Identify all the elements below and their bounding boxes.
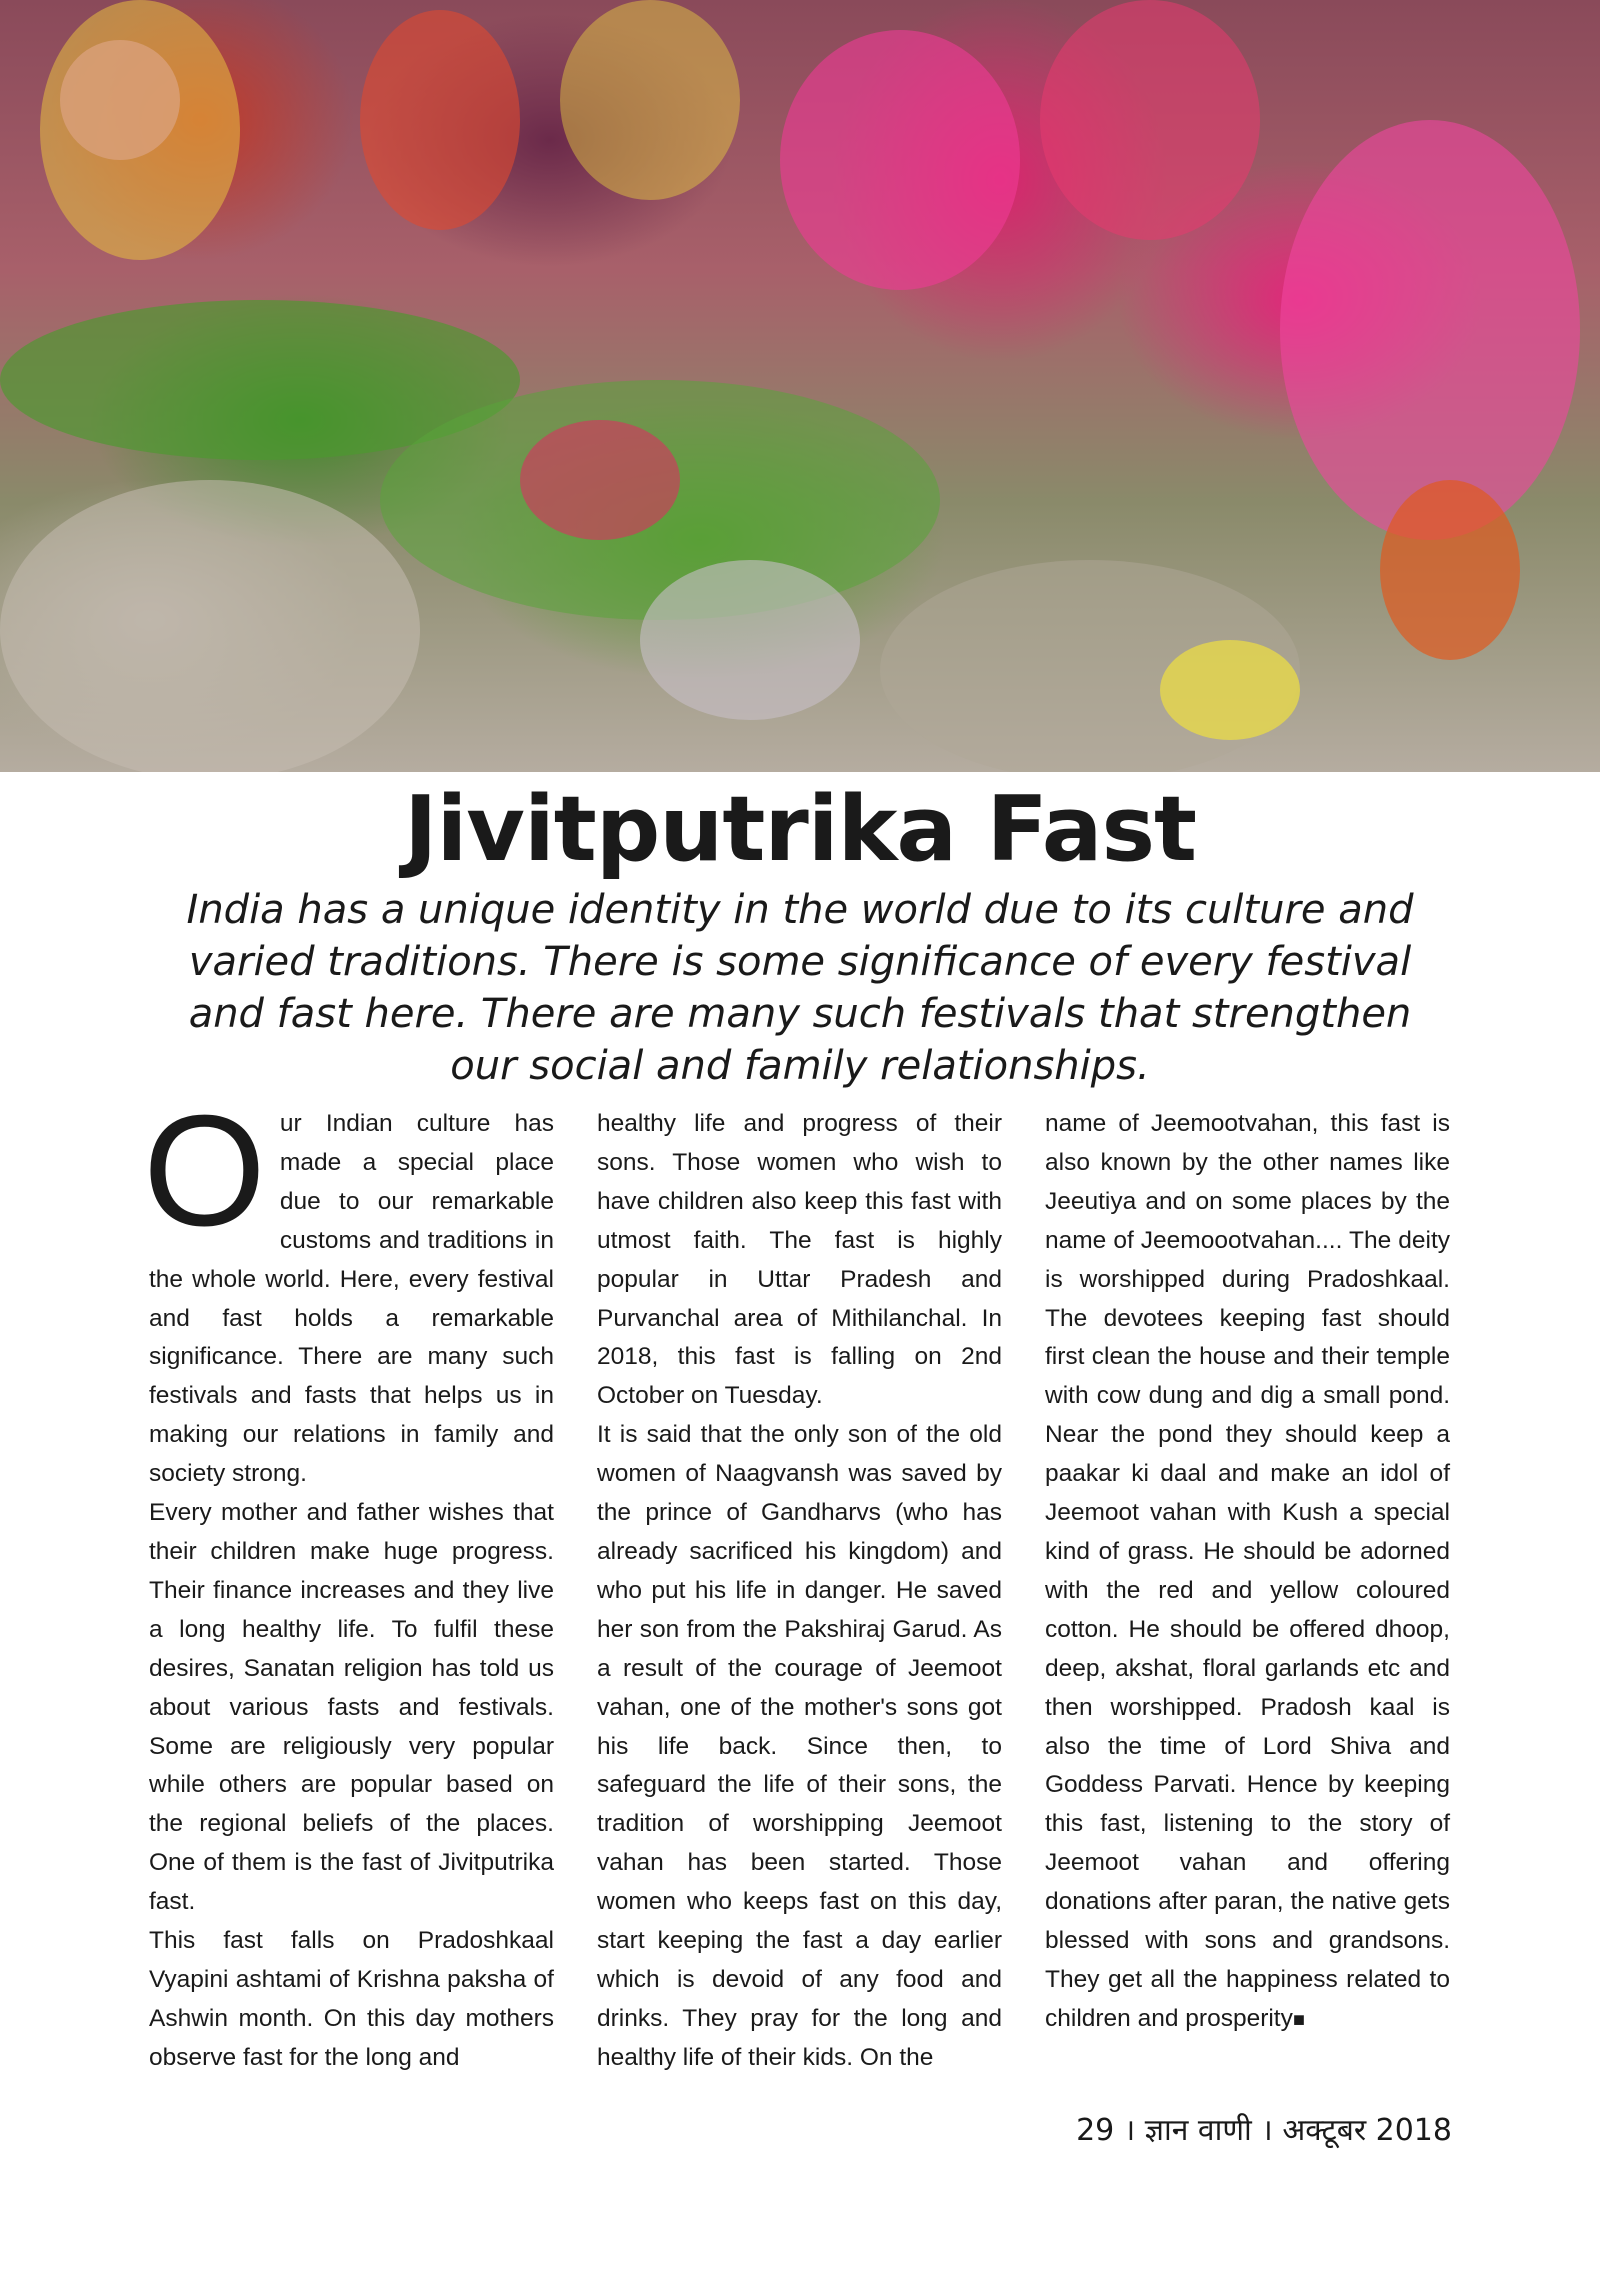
paragraph: healthy life and progress of their sons. Those women who wish to have children also keep this fast with utmost faith. The fast is highly popular in Uttar Pradesh and Purvanchal area of Mithilanchal. In 2018, this fast is falling on 2nd October on Tuesday. — [597, 1110, 1002, 1410]
article-intro: India has a unique identity in the world due to its culture and varied traditions. There is some significance of every festival and fast here. There are many such festivals that strengthen our social and family relationships. — [186, 887, 1414, 1089]
issue-date: अक्टूबर 2018 — [1282, 2113, 1452, 2148]
magazine-name: ज्ञान वाणी — [1144, 2113, 1252, 2148]
article-column-2 — [597, 1105, 1002, 2078]
end-mark: ■ — [1292, 2008, 1305, 2031]
drop-cap: O — [143, 1083, 266, 1259]
page-number: 29 — [1076, 2113, 1115, 2148]
paragraph: It is said that the only son of the old women of Naagvansh was saved by the prince of Gandharvs (who has already sacrificed his kingdom) and who put his life in danger. He saved her son from the Pakshiraj Garud. As a result of the courage of Jeemoot vahan, one of the mother's sons got his life back. Since then, to safeguard the life of their sons, the tradition of worshipping Jeemoot vahan has been started. Those women who keeps fast on this day, start keeping the fast a day earlier which is devoid of any food and drinks. They pray for the long and healthy life of their kids. On the — [597, 1421, 1002, 2071]
footer-separator: । — [1123, 2113, 1136, 2148]
hero-photo — [0, 0, 1600, 772]
paragraph: name of Jeemootvahan, this fast is also known by the other names like Jeeutiya and on some places by the name of Jeemoootvahan.... The deity is worshipped during Pradoshkaal. The devotees keeping fast should first clean the house and their temple with cow dung and dig a small pond. Near the pond they should keep a paakar ki daal and make an idol of Jeemoot vahan with Kush a special kind of grass. He should be adorned with the red and yellow coloured cotton. He should be offered dhoop, deep, akshat, floral garlands etc and then worshipped. Pradosh kaal is also the time of Lord Shiva and Goddess Parvati. Hence by keeping this fast, listening to the story of Jeemoot vahan and offering donations after paran, the native gets blessed with sons and grandsons. They get all the happiness related to children and prosperity■ — [1045, 1110, 1450, 2032]
article-column-3 — [1045, 1105, 1450, 2040]
paragraph: Every mother and father wishes that their children make huge progress. Their finance increases and they live a long healthy life. To fulfil these desires, Sanatan religion has told us about various fasts and festivals. Some are religiously very popular while others are popular based on the regional beliefs of the places. One of them is the fast of Jivitputrika fast. — [149, 1499, 554, 1916]
footer-separator: । — [1261, 2113, 1273, 2148]
article-title: Jivitputrika Fast — [403, 777, 1197, 882]
paragraph: Our Indian culture has made a special place due to our remarkable customs and traditions in the whole world. Here, every festival and fast holds a remarkable significance. There are many such festivals and fasts that helps us in making our relations in family and society strong. — [143, 1083, 554, 1488]
paragraph: This fast falls on Pradoshkaal Vyapini ashtami of Krishna paksha of Ashwin month. On this day mothers observe fast for the long and — [149, 1927, 554, 2071]
article-column-1 — [143, 1083, 554, 2078]
page-footer — [1076, 2108, 1452, 2149]
